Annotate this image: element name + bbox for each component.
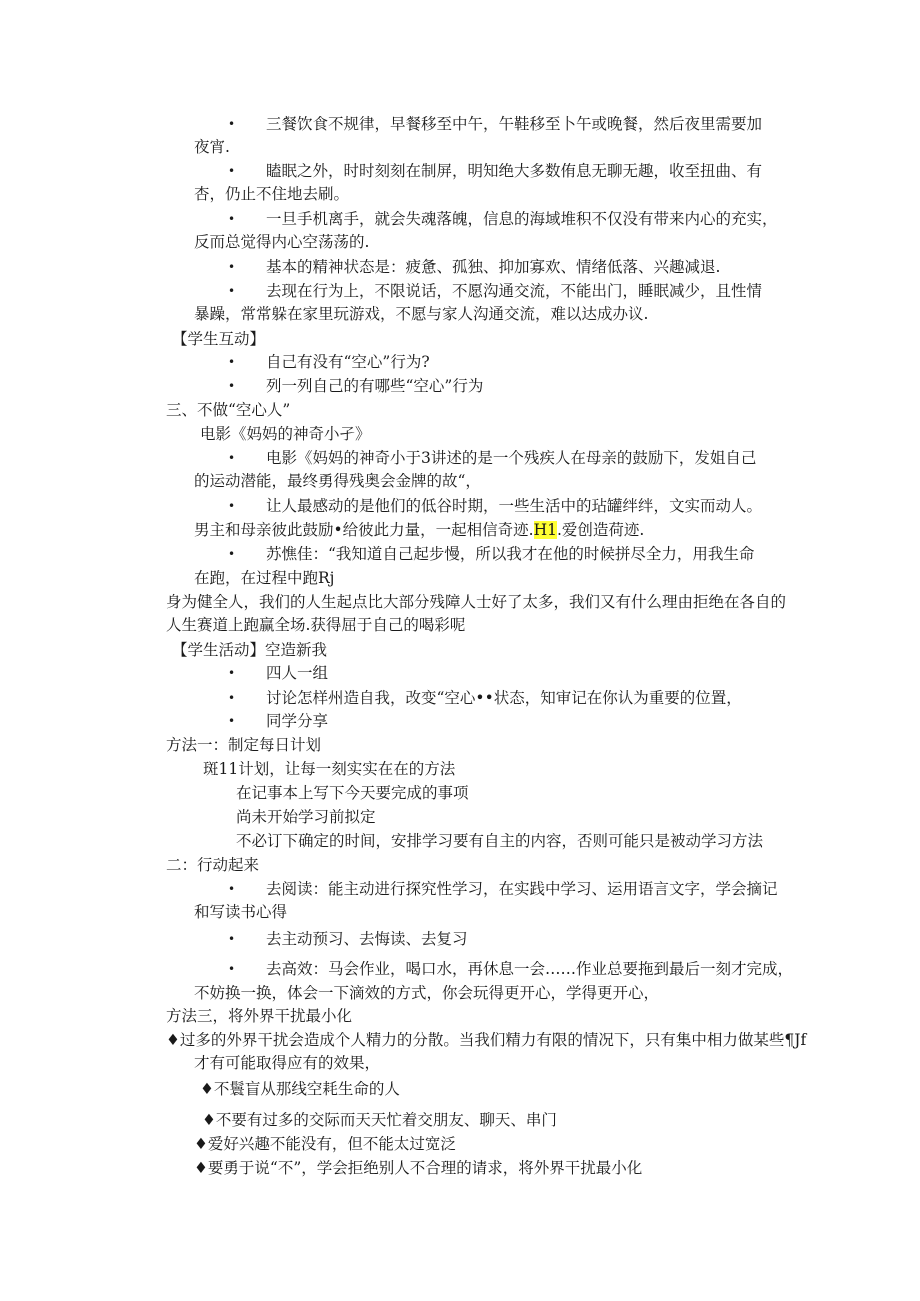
bullet-text-line: • 苏憔佳：“我知道自己起步慢，所以我才在他的时候拼尽全力，用我生命 [266,544,754,564]
bullet-text-line: • 一旦手机离手，就会失魂落魄，信息的海域堆积不仅没有带来内心的充实， [266,209,778,229]
text-line: 杏，仍止不住地去刷。 [194,185,350,203]
text-segment: 男主和母亲彼此鼓励•给彼此力量，一起相信奇迹. [194,521,534,539]
text-line: 不必订下确定的时间，安排学习要有自主的内容，否则可能只是被动学习方法 [236,832,764,850]
diamond-text-line: ♦不鬟盲从那线空耗生命的人 [200,1080,400,1098]
diamond-text-line: ♦爱好兴趣不能没有，但不能太过宽泛 [194,1135,456,1153]
text-line: 不妨换一换，体会一下滴效的方式，你会玩得更开心，学得更开心， [194,984,660,1002]
section-heading: 方法三，将外界干扰最小化 [166,1007,353,1025]
text-line: 和写读书心得 [194,903,288,921]
bullet-text-line: • 列一列自己的有哪些“空心”行为 [266,376,483,396]
text-line: 电影《妈妈的神奇小孑》 [200,425,371,443]
bullet-text-line: • 三餐饮食不规律，早餐移至中午，午鞋移至卜午或晚餐，然后夜里需要加 [266,114,762,134]
bullet-text-line: • 让人最感动的是他们的低谷时期，一些生活中的玷罐绊绊，文实而动人。 [266,496,762,516]
text-line: 在跑，在过程中跑Rj [194,569,335,587]
bullet-text-line: • 去现在行为上，不限说话，不愿沟通交流，不能出门，睡眠减少，且性情 [266,281,762,301]
text-line: 反而总觉得内心空荡荡的. [194,233,370,251]
section-label: 【学生活动】空造新我 [172,641,328,659]
bullet-text-line: • 瞌眠之外，时时刻刻在制屏，明知绝大多数侑息无聊无趣，收至扭曲、有 [266,161,762,181]
diamond-text-line: ♦过多的外界干扰会造成个人精力的分散。当我们精力有限的情况下，只有集中相力做某些¶Jf [166,1031,807,1049]
text-line: 的运动潜能，最终勇得残奥会金牌的故“， [194,472,481,490]
text-line: 夜宵. [194,138,230,156]
diamond-text-line: ♦不要有过多的交际而天天忙着交朋友、聊天、串门 [202,1111,557,1129]
bullet-text-line: • 去阅读：能主动进行探究性学习，在实践中学习、运用语言文字，学会摘记 [266,879,778,899]
bullet-text-line: • 去主动预习、去悔读、去复习 [266,929,468,949]
text-line: 身为健全人，我们的人生起点比大部分残障人士好了太多，我们又有什么理由拒绝在各自的 [166,593,787,611]
text-line: 尚未开始学习前拟定 [236,808,376,826]
section-label: 【学生互动】 [172,330,266,348]
text-line: 暴躁，常常躲在家里玩游戏，不愿与家人沟通交流，难以达成办议. [194,305,649,323]
section-heading: 方法一：制定每日计划 [166,736,322,754]
text-line: 斑11计划，让每一刻实实在在的方法 [203,760,456,778]
section-heading: 三、不做“空心人” [166,401,291,419]
bullet-text-line: • 去高效：马会作业，喝口水，再休息一会……作业总要拖到最后一刻才完成， [266,959,793,979]
bullet-text-line: • 四人一组 [266,663,328,683]
bullet-text-line: • 讨论怎样州造自我，改变“空心••状态，知审记在你认为重要的位置， [266,688,742,708]
bullet-text-line: • 同学分享 [266,711,328,731]
text-line: 人生赛道上跑赢全场.获得屈于自己的喝彩呢 [166,616,466,634]
bullet-text-line: • 电影《妈妈的神奇小于3讲述的是一个残疾人在母亲的鼓励下，发姐自己 [266,448,756,468]
text-line: 在记事本上写下今天要完成的事项 [236,784,469,802]
text-line [194,520,644,540]
section-heading: 二：行动起来 [166,856,260,874]
bullet-text-line: • 自己有没有“空心”行为? [266,352,430,372]
bullet-text-line: • 基本的精神状态是：疲惫、孤独、抑加寡欢、情绪低落、兴趣减退. [266,257,720,277]
text-line: 才有可能取得应有的效果， [194,1054,381,1072]
diamond-text-line: ♦要勇于说“不”，学会拒绝别人不合理的请求，将外界干扰最小化 [194,1159,643,1177]
highlighted-text: H1 [533,521,557,539]
text-segment: .爱创造荷迹. [556,521,645,539]
